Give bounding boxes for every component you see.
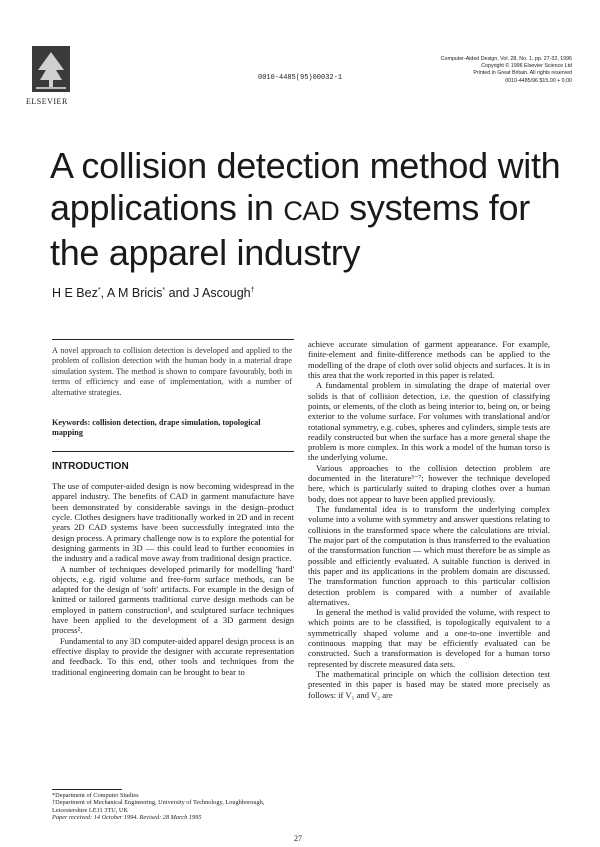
paragraph: The mathematical principle on which the collision detection test presented in this paper is based may be stated more precisely as follows: if V₁ and V₂ are bbox=[308, 669, 550, 700]
abstract-bottom-rule bbox=[52, 451, 294, 452]
pub-info-line: 0010-4485/96 $15.00 + 0.00 bbox=[505, 77, 572, 84]
publisher-logo-label: ELSEVIER bbox=[26, 97, 68, 106]
author-name: , A M Bricis bbox=[100, 286, 163, 300]
affiliation-mark: * bbox=[97, 286, 101, 294]
right-column bbox=[308, 339, 550, 700]
affiliation-mark: † bbox=[250, 286, 255, 294]
abstract-text: A novel approach to collision detection is developed and applied to the problem of collision detection with the human body in a material drape simulation system. The method is shown to compare favourably, both in terms of efficiency and ease of implementation, with a number of alternative strategies. bbox=[52, 346, 292, 397]
author-name: and J Ascough bbox=[165, 286, 251, 300]
title-line-2-part: applications in bbox=[50, 187, 284, 228]
pub-info-line: Computer-Aided Design, Vol. 28, No. 1, pp. 27-32, 1996 bbox=[440, 56, 572, 62]
article-code: 0010-4485(95)00032-1 bbox=[258, 74, 343, 82]
pub-info-line: Copyright © 1996 Elsevier Science Ltd bbox=[481, 63, 572, 70]
paper-title bbox=[50, 145, 570, 274]
pub-info-line: Printed in Great Britain. All rights reserved bbox=[473, 70, 572, 77]
title-line-2 bbox=[50, 187, 570, 232]
paragraph: In general the method is valid provided the volume, with respect to which points are to be classified, is topologically equivalent to a symmetrically shaped volume and a one-to-one invertible and continuous mapping that may be efficiently evaluated can be constructed. Such a transformation is developed for a human torso represented by discrete measured data sets. bbox=[308, 607, 550, 669]
left-column bbox=[52, 481, 294, 677]
paragraph: A fundamental problem in simulating the drape of material over solids is that of collision detection, i.e. the question of classifying points, or elements, of the cloth as being interior to, being on, or being exterior to the volume surface. For volumes with translational and/or rotational symmetry, e.g. cubes, spheres and cylinders, simple tests are readily constructed but when the surface has a more general shape the problem is more complex. In this work a model of the human torso is the underlying volume. bbox=[308, 380, 550, 463]
title-line-3: the apparel industry bbox=[50, 232, 361, 273]
title-line-1: A collision detection method with bbox=[50, 145, 561, 186]
footnotes bbox=[52, 792, 294, 822]
title-line-2-part: systems for bbox=[339, 187, 530, 228]
paragraph: Various approaches to the collision detection problem are documented in the literature³⁻⁷; however the technique developed here, which is particularly suited to draping clothes over a human body, does not appear to have been applied previously. bbox=[308, 462, 550, 504]
footnote: †Department of Mechanical Engineering, University of Technology, Loughborough, Leicestershire LE11 3TU, UK bbox=[52, 799, 265, 814]
paragraph: The fundamental idea is to transform the underlying complex volume into a volume with symmetry and answer questions relating to collisions in the transformed space where the calculations are trivial. The major part of the computation is thus transferred to the evaluation of the transformation function — which must therefore be as simple as possible and efficiently evaluated. A suitable function is derived in this paper and its applications in the problem domain are discussed. The transformation function approach to this particular collision detection problem is compared with a number of available alternatives. bbox=[308, 504, 550, 607]
keywords: Keywords: collision detection, drape simulation, topological mapping bbox=[52, 418, 261, 438]
paragraph: A number of techniques developed primarily for modelling 'hard' objects, e.g. rigid volume and free-form surface methods, can be adapted for the design of 'soft' artifacts. For example in the design of knitted or tailored garments traditional curve design methods can be employed in pattern construction¹, and sculptured surface techniques have been applied to the development of a 3D garment design process². bbox=[52, 563, 294, 636]
paragraph: Fundamental to any 3D computer-aided apparel design process is an effective display to provide the designer with accurate representation and feedback. To this end, other tools and techniques from the traditional engineering domain can be brought to bear to bbox=[52, 635, 294, 677]
abstract-top-rule bbox=[52, 339, 294, 340]
author-name: H E Bez bbox=[52, 286, 98, 300]
footnote-rule bbox=[52, 789, 122, 790]
footnote: *Department of Computer Studies bbox=[52, 792, 139, 799]
title-small-caps: CAD bbox=[283, 196, 340, 226]
affiliation-mark: * bbox=[162, 286, 166, 294]
section-heading-introduction: INTRODUCTION bbox=[52, 461, 129, 472]
publication-info bbox=[372, 56, 572, 85]
footnote: Paper received: 14 October 1994. Revised: 28 March 1995 bbox=[52, 814, 202, 822]
elsevier-tree-logo-icon bbox=[30, 44, 72, 94]
page-number: 27 bbox=[294, 834, 302, 843]
paragraph: achieve accurate simulation of garment appearance. For example, finite-element and finite-difference methods can be applied to the modelling of the drape of cloth over solid objects and surfaces. It is in this area that the work reported in this paper is related. bbox=[308, 339, 550, 380]
paragraph: The use of computer-aided design is now becoming widespread in the apparel industry. The benefits of CAD in garment manufacture have been demonstrated by considerable savings in the design–product cycle. Clothes designers have traditionally worked in 2D and in recent years 2D CAD systems have been successfully integrated into the design process. A primary challenge now is to explore the potential for designing garments in 3D — this could lead to further economies in the industry and a radical move away from traditional design practice. bbox=[52, 481, 294, 564]
author-list bbox=[52, 286, 255, 300]
